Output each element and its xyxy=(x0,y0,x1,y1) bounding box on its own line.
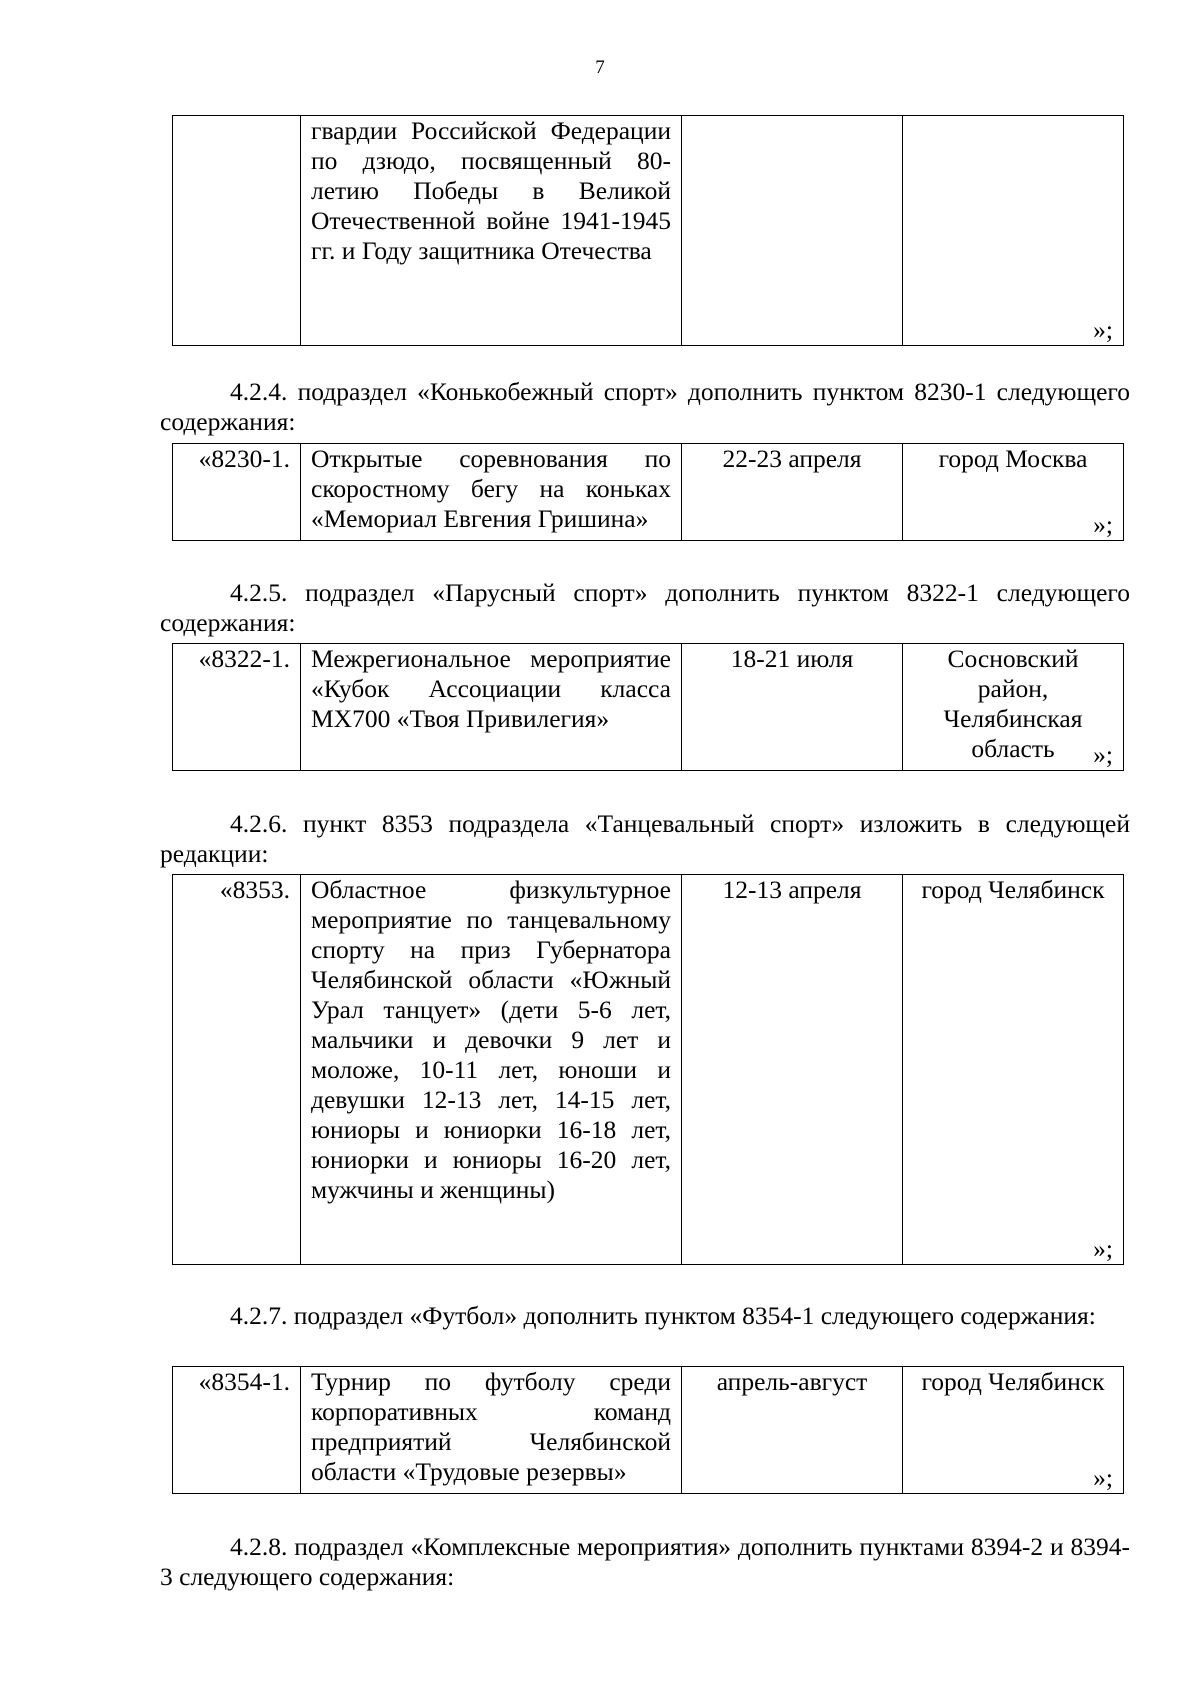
table-continued xyxy=(172,115,1124,346)
item-number-cell: «8230-1. xyxy=(173,444,301,541)
closing-quote: »; xyxy=(1093,510,1113,539)
item-number-cell: «8322-1. xyxy=(173,644,301,771)
event-name-cell: Открытые соревнования по скоростному бегу на коньках «Мемориал Евгения Гришина» xyxy=(301,444,682,541)
section-intro: 4.2.6. пункт 8353 подраздела «Танцевальный спорт» изложить в следующей редакции: xyxy=(160,809,1130,868)
event-place-text: город Челябинск xyxy=(921,1367,1105,1396)
event-place-text: Сосновский район, Челябинская область xyxy=(943,644,1083,763)
event-name-cell: Областное физкультурное мероприятие по танцевальному спорту на приз Губернатора Челябинской области «Южный Урал танцует» (дети 5-6 лет, мальчики и девочки 9 лет и моложе, 10-11 лет, юноши и девушки 12-13 лет, 14-15 лет, юниоры и юниорки 16-18 лет, юниорки и юниоры 16-20 лет, мужчины и женщины) xyxy=(301,875,682,1265)
closing-quote: »; xyxy=(1093,1463,1113,1492)
item-number-cell: «8354-1. xyxy=(173,1367,301,1494)
table-8354-1 xyxy=(172,1366,1124,1494)
event-place-cell xyxy=(903,644,1124,771)
event-date-cell xyxy=(682,116,903,346)
event-name-cell: Турнир по футболу среди корпоративных команд предприятий Челябинской области «Трудовые резервы» xyxy=(301,1367,682,1494)
table-8230-1 xyxy=(172,443,1124,541)
event-place-cell xyxy=(903,875,1124,1265)
event-place-text: город Челябинск xyxy=(921,875,1105,904)
table-row xyxy=(173,875,1124,1265)
closing-quote: »; xyxy=(1093,740,1113,769)
section-intro: 4.2.4. подраздел «Конькобежный спорт» дополнить пунктом 8230-1 следующего содержания: xyxy=(160,377,1130,436)
section-intro: 4.2.5. подраздел «Парусный спорт» дополнить пунктом 8322-1 следующего содержания: xyxy=(160,578,1130,637)
section-intro: 4.2.8. подраздел «Комплексные мероприятия» дополнить пунктами 8394-2 и 8394-3 следующего содержания: xyxy=(160,1532,1130,1591)
event-date-cell: 22-23 апреля xyxy=(682,444,903,541)
table-row xyxy=(173,644,1124,771)
event-place-cell xyxy=(903,1367,1124,1494)
event-date-cell: 18-21 июля xyxy=(682,644,903,771)
table-8353 xyxy=(172,874,1124,1265)
table-8322-1 xyxy=(172,643,1124,771)
item-number-cell xyxy=(173,116,301,346)
item-number-cell: «8353. xyxy=(173,875,301,1265)
closing-quote: »; xyxy=(1093,1234,1113,1263)
closing-quote: »; xyxy=(1093,315,1113,344)
table-row xyxy=(173,444,1124,541)
event-place-cell xyxy=(903,444,1124,541)
page-number: 7 xyxy=(595,57,605,78)
event-name-cell: Межрегиональное мероприятие «Кубок Ассоциации класса МХ700 «Твоя Привилегия» xyxy=(301,644,682,771)
event-date-cell: 12-13 апреля xyxy=(682,875,903,1265)
table-row xyxy=(173,1367,1124,1494)
event-name-cell: гвардии Российской Федерации по дзюдо, посвященный 80-летию Победы в Великой Отечественной войне 1941-1945 гг. и Году защитника Отечества xyxy=(301,116,682,346)
event-date-cell: апрель-август xyxy=(682,1367,903,1494)
event-place-text: город Москва xyxy=(938,444,1088,473)
section-intro: 4.2.7. подраздел «Футбол» дополнить пунктом 8354-1 следующего содержания: xyxy=(230,1301,1096,1330)
event-place-cell xyxy=(903,116,1124,346)
table-row xyxy=(173,116,1124,346)
